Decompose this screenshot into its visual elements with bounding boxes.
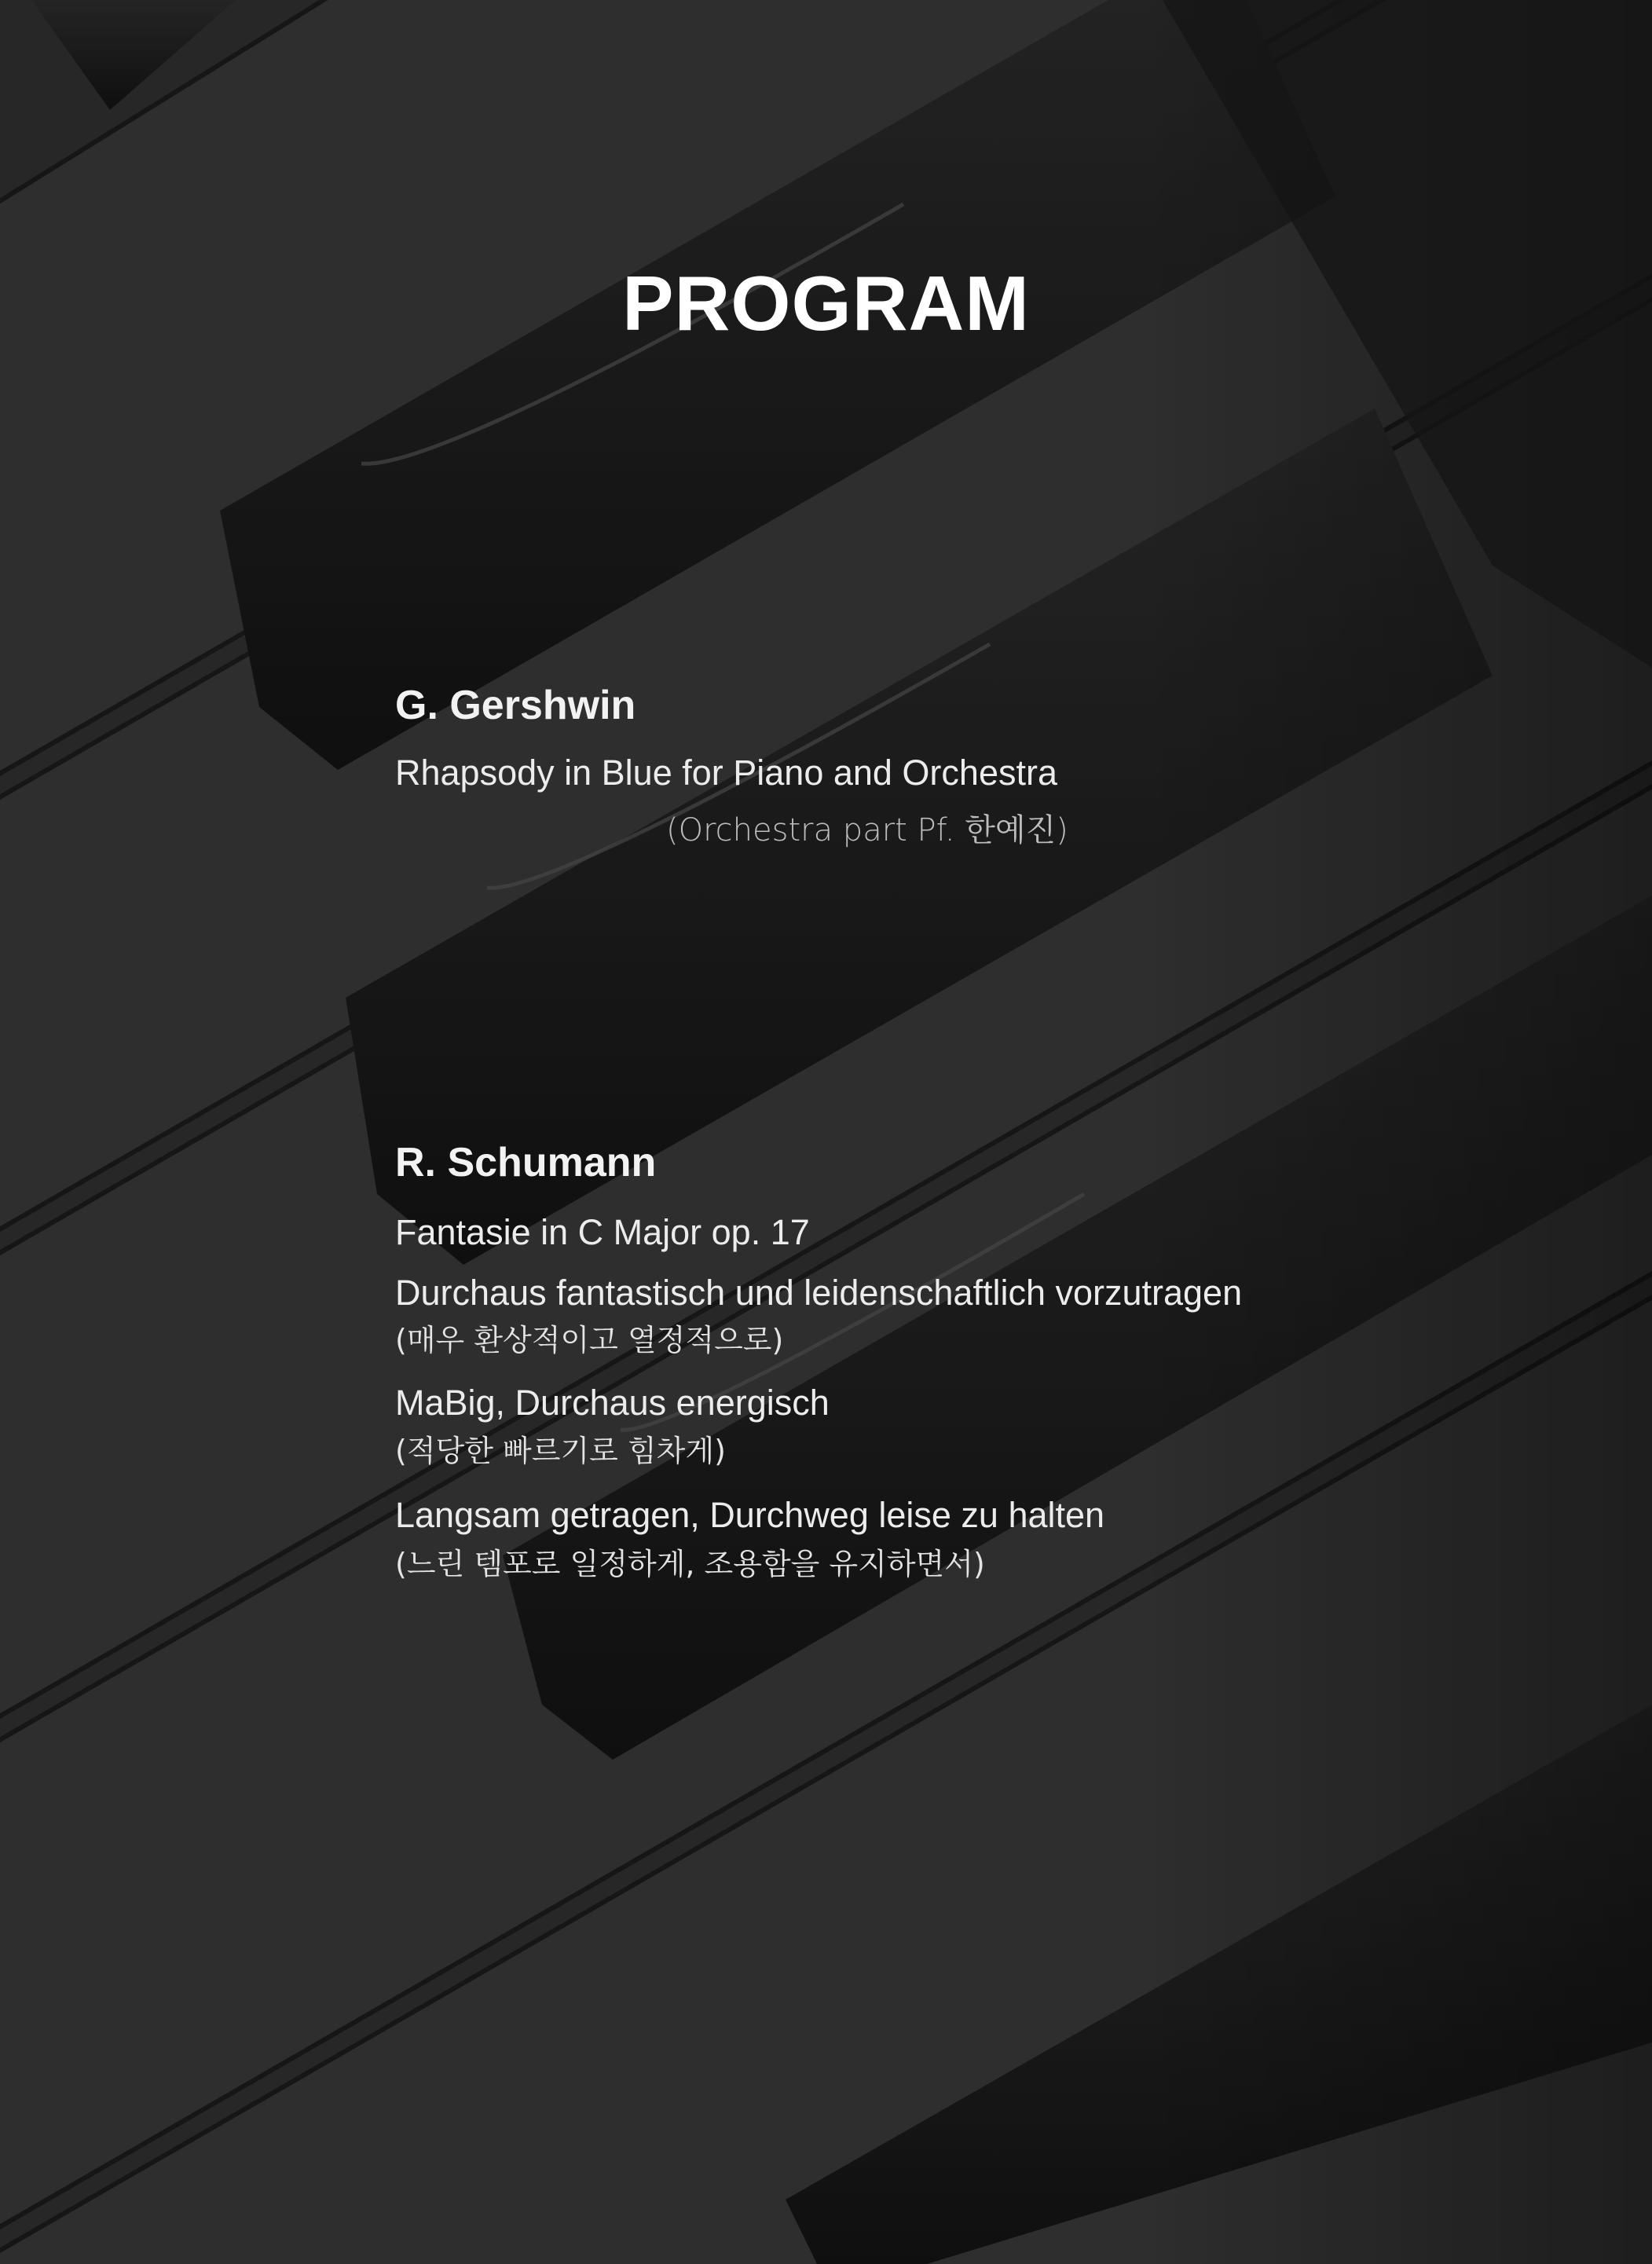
movement-translation: (적당한 빠르기로 힘차게) <box>395 1434 726 1468</box>
work-title: Fantasie in C Major op. 17 <box>395 1212 810 1252</box>
work-title: Rhapsody in Blue for Piano and Orchestra <box>395 753 1057 793</box>
composer-name: R. Schumann <box>395 1140 657 1185</box>
composer-name: G. Gershwin <box>395 683 636 728</box>
performer-note: (Orchestra part Pf. 한예진) <box>666 812 1068 848</box>
movement-translation: (매우 환상적이고 열정적으로) <box>395 1323 784 1357</box>
movement-title: Durchaus fantastisch und leidenschaftlich vorzutragen <box>395 1273 1243 1313</box>
movement-title: MaBig, Durchaus energisch <box>395 1383 830 1423</box>
movement-title: Langsam getragen, Durchweg leise zu halten <box>395 1495 1105 1535</box>
page-title: PROGRAM <box>622 260 1030 346</box>
movement-translation: (느린 템포로 일정하게, 조용함을 유지하면서) <box>395 1547 985 1581</box>
